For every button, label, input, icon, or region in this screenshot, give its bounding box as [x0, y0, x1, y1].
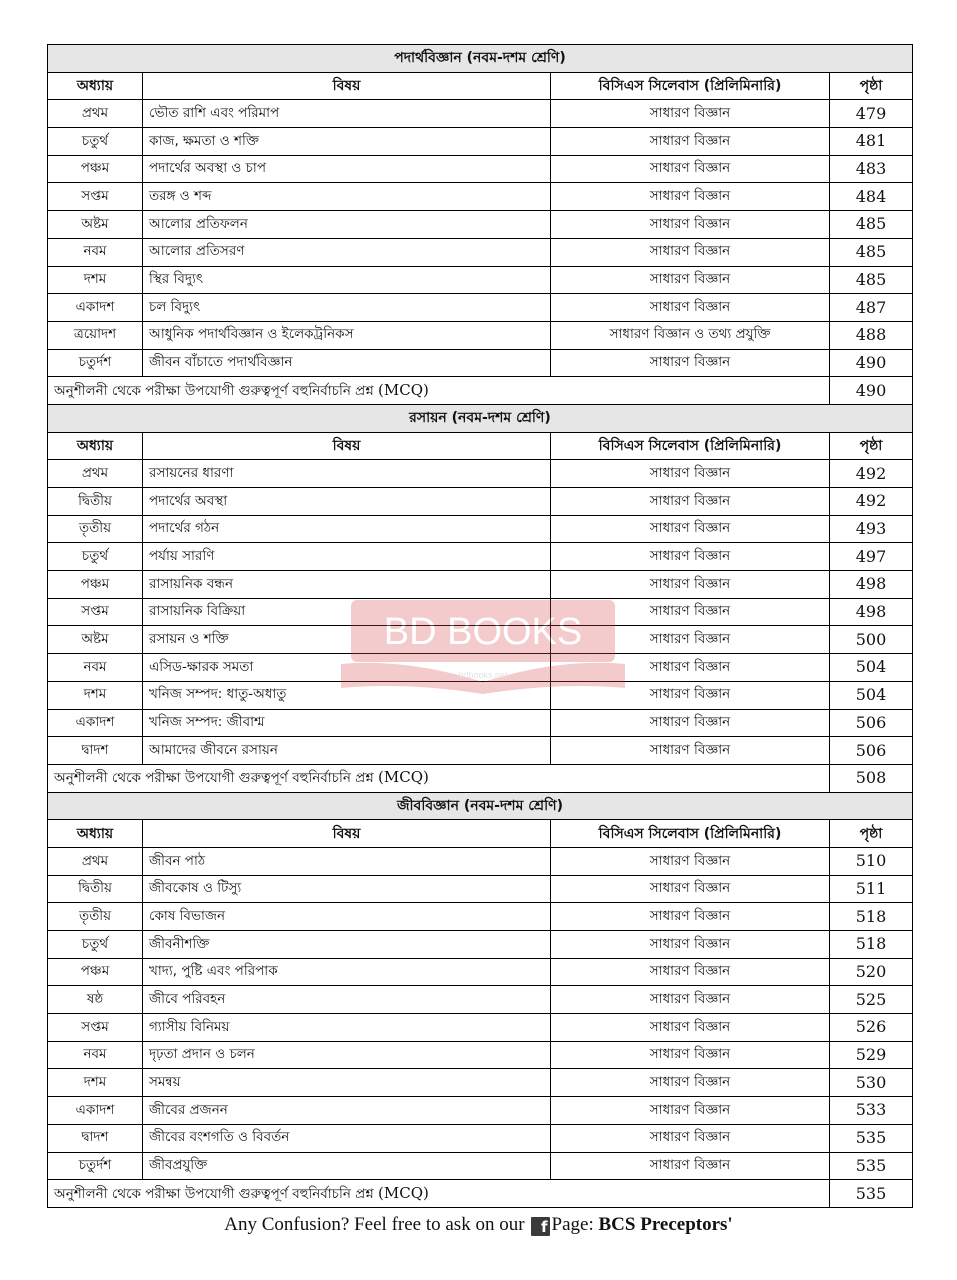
header-chapter: অধ্যায়: [48, 72, 143, 100]
table-row: [48, 1041, 913, 1069]
chapter-cell: দ্বাদশ: [48, 737, 143, 765]
subject-cell: রাসায়নিক বিক্রিয়া: [143, 598, 551, 626]
content-table-sheet: [47, 44, 912, 1208]
subject-cell: খনিজ সম্পদ: জীবাশ্ম: [143, 709, 551, 737]
watermark-subtext: bdbooks.net: [458, 670, 508, 680]
table-row: [48, 155, 913, 183]
header-chapter: অধ্যায়: [48, 820, 143, 848]
syllabus-cell: সাধারণ বিজ্ঞান: [551, 349, 830, 377]
page-number-cell: 518: [830, 903, 913, 931]
chapter-cell: চতুর্থ: [48, 931, 143, 959]
subject-cell: চল বিদ্যুৎ: [143, 294, 551, 322]
page-number-cell: 498: [830, 571, 913, 599]
contents-table: [47, 44, 913, 1208]
page-number-cell: 506: [830, 737, 913, 765]
syllabus-cell: সাধারণ বিজ্ঞান: [551, 211, 830, 239]
mcq-page-cell: 490: [830, 377, 913, 405]
subject-cell: জীবের বংশগতি ও বিবর্তন: [143, 1124, 551, 1152]
subject-cell: জীবপ্রযুক্তি: [143, 1152, 551, 1180]
page-number-cell: 493: [830, 515, 913, 543]
syllabus-cell: সাধারণ বিজ্ঞান: [551, 875, 830, 903]
subject-cell: জীবে পরিবহন: [143, 986, 551, 1014]
syllabus-cell: সাধারণ বিজ্ঞান: [551, 654, 830, 682]
mcq-cell: [48, 1180, 830, 1208]
chapter-cell: চতুর্দশ: [48, 1152, 143, 1180]
subject-cell: সমন্বয়: [143, 1069, 551, 1097]
watermark-text: BD BOOKS: [383, 611, 583, 653]
syllabus-cell: সাধারণ বিজ্ঞান: [551, 155, 830, 183]
subject-cell: জীবের প্রজনন: [143, 1097, 551, 1125]
subject-cell: পদার্থের অবস্থা: [143, 488, 551, 516]
syllabus-cell: সাধারণ বিজ্ঞান: [551, 266, 830, 294]
table-row: [48, 238, 913, 266]
subject-cell: খাদ্য, পুষ্টি এবং পরিপাক: [143, 958, 551, 986]
table-row: [48, 1097, 913, 1125]
chapter-cell: ষষ্ঠ: [48, 986, 143, 1014]
header-syllabus: বিসিএস সিলেবাস (প্রিলিমিনারি): [551, 72, 830, 100]
table-row: [48, 931, 913, 959]
page-number-cell: 529: [830, 1041, 913, 1069]
subject-cell: কাজ, ক্ষমতা ও শক্তি: [143, 128, 551, 156]
column-header-row: [48, 432, 913, 460]
chapter-cell: সপ্তম: [48, 1014, 143, 1042]
chapter-cell: নবম: [48, 654, 143, 682]
mcq-text: অনুশীলনী থেকে পরীক্ষা উপযোগী গুরুত্বপূর্ণ বহুনির্বাচনি প্রশ্ন: [54, 1185, 374, 1202]
page-number-cell: 497: [830, 543, 913, 571]
page-number-cell: 535: [830, 1152, 913, 1180]
page-number-cell: 510: [830, 847, 913, 875]
chapter-cell: প্রথম: [48, 100, 143, 128]
table-row: [48, 571, 913, 599]
chapter-cell: তৃতীয়: [48, 903, 143, 931]
table-row: [48, 1152, 913, 1180]
syllabus-cell: সাধারণ বিজ্ঞান: [551, 1097, 830, 1125]
page-number-cell: 483: [830, 155, 913, 183]
subject-cell: আলোর প্রতিসরণ: [143, 238, 551, 266]
mcq-cell: [48, 377, 830, 405]
chapter-cell: একাদশ: [48, 709, 143, 737]
table-row: [48, 100, 913, 128]
section-title-row: [48, 404, 913, 432]
mcq-text: অনুশীলনী থেকে পরীক্ষা উপযোগী গুরুত্বপূর্ণ বহুনির্বাচনি প্রশ্ন: [54, 770, 374, 787]
syllabus-cell: সাধারণ বিজ্ঞান: [551, 626, 830, 654]
syllabus-cell: সাধারণ বিজ্ঞান: [551, 460, 830, 488]
page-number-cell: 504: [830, 681, 913, 709]
page-number-cell: 484: [830, 183, 913, 211]
table-row: [48, 709, 913, 737]
subject-cell: খনিজ সম্পদ: ধাতু-অধাতু: [143, 681, 551, 709]
table-row: [48, 681, 913, 709]
table-row: [48, 903, 913, 931]
subject-cell: এসিড-ক্ষারক সমতা: [143, 654, 551, 682]
section-title-row: [48, 792, 913, 820]
chapter-cell: একাদশ: [48, 294, 143, 322]
subject-cell: পর্যায় সারণি: [143, 543, 551, 571]
subject-cell: জীবন বাঁচাতে পদার্থবিজ্ঞান: [143, 349, 551, 377]
page-number-cell: 520: [830, 958, 913, 986]
table-row: [48, 183, 913, 211]
facebook-icon: f: [531, 1217, 550, 1236]
syllabus-cell: সাধারণ বিজ্ঞান: [551, 598, 830, 626]
chapter-cell: অষ্টম: [48, 211, 143, 239]
mcq-row: [48, 764, 913, 792]
subject-cell: গ্যাসীয় বিনিময়: [143, 1014, 551, 1042]
subject-cell: দৃঢ়তা প্রদান ও চলন: [143, 1041, 551, 1069]
page-number-cell: 525: [830, 986, 913, 1014]
table-row: [48, 598, 913, 626]
page-number-cell: 492: [830, 460, 913, 488]
footer-page-name: BCS Preceptors': [598, 1214, 733, 1235]
syllabus-cell: সাধারণ বিজ্ঞান: [551, 737, 830, 765]
subject-cell: আমাদের জীবনে রসায়ন: [143, 737, 551, 765]
table-row: [48, 211, 913, 239]
chapter-cell: প্রথম: [48, 847, 143, 875]
syllabus-cell: সাধারণ বিজ্ঞান: [551, 931, 830, 959]
header-chapter: অধ্যায়: [48, 432, 143, 460]
subject-cell: পদার্থের গঠন: [143, 515, 551, 543]
chapter-cell: সপ্তম: [48, 183, 143, 211]
chapter-cell: পঞ্চম: [48, 958, 143, 986]
syllabus-cell: সাধারণ বিজ্ঞান ও তথ্য প্রযুক্তি: [551, 321, 830, 349]
section-title: পদার্থবিজ্ঞান (নবম-দশম শ্রেণি): [48, 45, 913, 73]
header-subject: বিষয়: [143, 432, 551, 460]
syllabus-cell: সাধারণ বিজ্ঞান: [551, 238, 830, 266]
chapter-cell: একাদশ: [48, 1097, 143, 1125]
syllabus-cell: সাধারণ বিজ্ঞান: [551, 128, 830, 156]
page-number-cell: 487: [830, 294, 913, 322]
subject-cell: রসায়নের ধারণা: [143, 460, 551, 488]
table-row: [48, 1124, 913, 1152]
table-row: [48, 626, 913, 654]
footer-page-label: Page:: [551, 1214, 594, 1235]
section-title: জীববিজ্ঞান (নবম-দশম শ্রেণি): [48, 792, 913, 820]
mcq-page-cell: 508: [830, 764, 913, 792]
syllabus-cell: সাধারণ বিজ্ঞান: [551, 571, 830, 599]
table-row: [48, 515, 913, 543]
table-row: [48, 1014, 913, 1042]
header-page: পৃষ্ঠা: [830, 432, 913, 460]
contents-table-body: [48, 45, 913, 1208]
page-number-cell: 485: [830, 238, 913, 266]
page-number-cell: 511: [830, 875, 913, 903]
page-number-cell: 506: [830, 709, 913, 737]
page-number-cell: 485: [830, 266, 913, 294]
chapter-cell: চতুর্দশ: [48, 349, 143, 377]
subject-cell: রসায়ন ও শক্তি: [143, 626, 551, 654]
section-title-row: [48, 45, 913, 73]
chapter-cell: তৃতীয়: [48, 515, 143, 543]
page-number-cell: 526: [830, 1014, 913, 1042]
header-page: পৃষ্ঠা: [830, 72, 913, 100]
subject-cell: ভৌত রাশি এবং পরিমাপ: [143, 100, 551, 128]
syllabus-cell: সাধারণ বিজ্ঞান: [551, 681, 830, 709]
page-number-cell: 533: [830, 1097, 913, 1125]
table-row: [48, 543, 913, 571]
mcq-page-cell: 535: [830, 1180, 913, 1208]
table-row: [48, 958, 913, 986]
table-row: [48, 1069, 913, 1097]
mcq-row: [48, 377, 913, 405]
page-number-cell: 518: [830, 931, 913, 959]
table-row: [48, 294, 913, 322]
syllabus-cell: সাধারণ বিজ্ঞান: [551, 1014, 830, 1042]
syllabus-cell: সাধারণ বিজ্ঞান: [551, 515, 830, 543]
mcq-row: [48, 1180, 913, 1208]
chapter-cell: নবম: [48, 238, 143, 266]
subject-cell: রাসায়নিক বন্ধন: [143, 571, 551, 599]
mcq-cell: [48, 764, 830, 792]
page-number-cell: 535: [830, 1124, 913, 1152]
syllabus-cell: সাধারণ বিজ্ঞান: [551, 488, 830, 516]
table-row: [48, 321, 913, 349]
subject-cell: জীবন পাঠ: [143, 847, 551, 875]
header-subject: বিষয়: [143, 72, 551, 100]
page-number-cell: 492: [830, 488, 913, 516]
syllabus-cell: সাধারণ বিজ্ঞান: [551, 1041, 830, 1069]
column-header-row: [48, 72, 913, 100]
table-row: [48, 349, 913, 377]
header-page: পৃষ্ঠা: [830, 820, 913, 848]
section-title: রসায়ন (নবম-দশম শ্রেণি): [48, 404, 913, 432]
header-syllabus: বিসিএস সিলেবাস (প্রিলিমিনারি): [551, 432, 830, 460]
chapter-cell: চতুর্থ: [48, 543, 143, 571]
syllabus-cell: সাধারণ বিজ্ঞান: [551, 294, 830, 322]
header-syllabus: বিসিএস সিলেবাস (প্রিলিমিনারি): [551, 820, 830, 848]
table-row: [48, 986, 913, 1014]
syllabus-cell: সাধারণ বিজ্ঞান: [551, 986, 830, 1014]
page-number-cell: 490: [830, 349, 913, 377]
page-number-cell: 485: [830, 211, 913, 239]
table-row: [48, 847, 913, 875]
syllabus-cell: সাধারণ বিজ্ঞান: [551, 1152, 830, 1180]
table-row: [48, 875, 913, 903]
column-header-row: [48, 820, 913, 848]
subject-cell: স্থির বিদ্যুৎ: [143, 266, 551, 294]
syllabus-cell: সাধারণ বিজ্ঞান: [551, 183, 830, 211]
syllabus-cell: সাধারণ বিজ্ঞান: [551, 903, 830, 931]
subject-cell: জীবকোষ ও টিস্যু: [143, 875, 551, 903]
table-row: [48, 128, 913, 156]
header-subject: বিষয়: [143, 820, 551, 848]
syllabus-cell: সাধারণ বিজ্ঞান: [551, 709, 830, 737]
chapter-cell: পঞ্চম: [48, 571, 143, 599]
subject-cell: আলোর প্রতিফলন: [143, 211, 551, 239]
page-number-cell: 504: [830, 654, 913, 682]
syllabus-cell: সাধারণ বিজ্ঞান: [551, 1124, 830, 1152]
syllabus-cell: সাধারণ বিজ্ঞান: [551, 100, 830, 128]
chapter-cell: দশম: [48, 681, 143, 709]
chapter-cell: সপ্তম: [48, 598, 143, 626]
subject-cell: তরঙ্গ ও শব্দ: [143, 183, 551, 211]
syllabus-cell: সাধারণ বিজ্ঞান: [551, 958, 830, 986]
table-row: [48, 488, 913, 516]
chapter-cell: পঞ্চম: [48, 155, 143, 183]
page-number-cell: 479: [830, 100, 913, 128]
chapter-cell: নবম: [48, 1041, 143, 1069]
chapter-cell: দ্বাদশ: [48, 1124, 143, 1152]
chapter-cell: দশম: [48, 266, 143, 294]
table-row: [48, 654, 913, 682]
chapter-cell: দশম: [48, 1069, 143, 1097]
syllabus-cell: সাধারণ বিজ্ঞান: [551, 1069, 830, 1097]
subject-cell: কোষ বিভাজন: [143, 903, 551, 931]
mcq-abbrev: (MCQ): [378, 768, 429, 787]
page-number-cell: 488: [830, 321, 913, 349]
chapter-cell: দ্বিতীয়: [48, 488, 143, 516]
chapter-cell: চতুর্থ: [48, 128, 143, 156]
chapter-cell: দ্বিতীয়: [48, 875, 143, 903]
page-number-cell: 498: [830, 598, 913, 626]
page-number-cell: 481: [830, 128, 913, 156]
subject-cell: পদার্থের অবস্থা ও চাপ: [143, 155, 551, 183]
table-row: [48, 460, 913, 488]
syllabus-cell: সাধারণ বিজ্ঞান: [551, 847, 830, 875]
subject-cell: আধুনিক পদার্থবিজ্ঞান ও ইলেকট্রনিকস: [143, 321, 551, 349]
page-number-cell: 500: [830, 626, 913, 654]
table-row: [48, 737, 913, 765]
chapter-cell: ত্রয়োদশ: [48, 321, 143, 349]
mcq-abbrev: (MCQ): [378, 1183, 429, 1202]
table-row: [48, 266, 913, 294]
page-footer: [0, 1214, 957, 1236]
mcq-text: অনুশীলনী থেকে পরীক্ষা উপযোগী গুরুত্বপূর্ণ বহুনির্বাচনি প্রশ্ন: [54, 382, 374, 399]
chapter-cell: প্রথম: [48, 460, 143, 488]
footer-text: Any Confusion? Feel free to ask on our: [224, 1214, 525, 1235]
chapter-cell: অষ্টম: [48, 626, 143, 654]
page-number-cell: 530: [830, 1069, 913, 1097]
mcq-abbrev: (MCQ): [378, 380, 429, 399]
syllabus-cell: সাধারণ বিজ্ঞান: [551, 543, 830, 571]
subject-cell: জীবনীশক্তি: [143, 931, 551, 959]
